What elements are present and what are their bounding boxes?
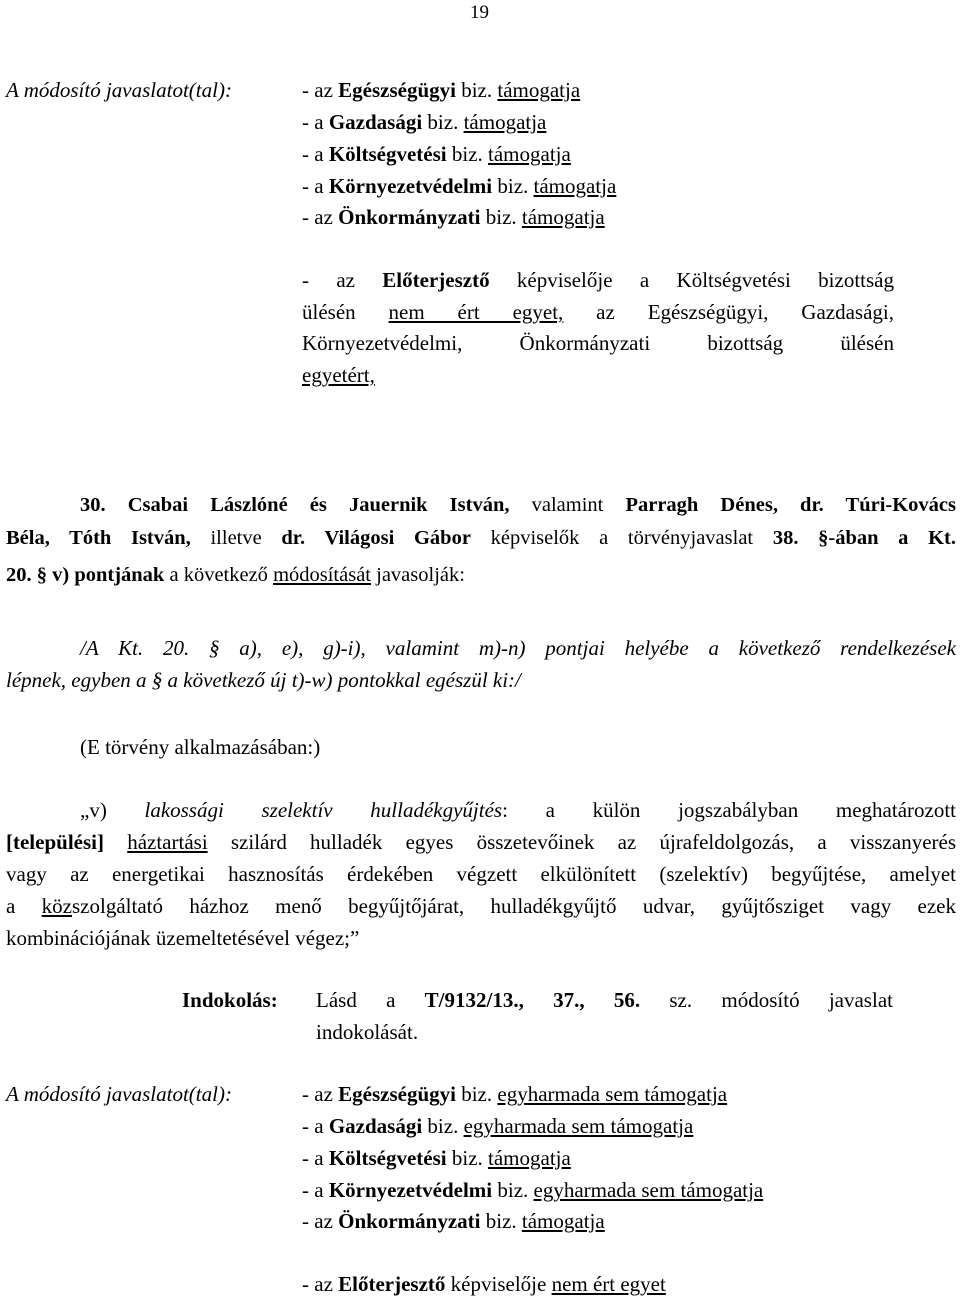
justification-line: indokolását. — [316, 1020, 419, 1044]
text-span: valamint — [509, 494, 626, 516]
amendment-line — [80, 494, 956, 517]
text-span: - az — [302, 268, 383, 292]
scope-line: (E törvény alkalmazásában:) — [80, 735, 321, 759]
vote-biz: biz. — [455, 1082, 498, 1106]
deleted-text: [települési] — [6, 830, 104, 854]
text-span: a — [6, 894, 42, 918]
vote-prefix: - az — [302, 1082, 339, 1106]
amendment-number: 30. — [80, 494, 106, 516]
vote-biz: biz. — [446, 1146, 489, 1170]
committee-name: Egészségügyi — [338, 78, 456, 102]
proposer-names: dr. Világosi Gábor — [281, 527, 471, 549]
presenter-line — [302, 363, 375, 388]
vote-biz: biz. — [446, 142, 489, 166]
presenter-line: Környezetvédelmi, Önkormányzati bizottság ülésén — [302, 331, 894, 355]
quote-line: /A Kt. 20. § a), e), g)-i), valamint m)-n) pontjai helyébe a következő rendelkezések — [80, 636, 956, 660]
committee-name: Költségvetési — [328, 142, 447, 166]
text-span: az Egészségügyi, Gazdasági, — [563, 300, 894, 324]
definition-line — [80, 798, 956, 823]
presenter-line — [302, 300, 894, 325]
text-span: ülésén — [302, 300, 389, 324]
vote-prefix: - a — [302, 1178, 329, 1202]
committee-name: Egészségügyi — [338, 1082, 456, 1106]
vote-line — [302, 78, 580, 103]
vote-line — [302, 110, 546, 135]
vote-status: támogatja — [488, 1146, 571, 1170]
vote-status: támogatja — [533, 174, 617, 198]
vote-line — [302, 1082, 727, 1107]
presenter-position: egyetért, — [302, 363, 375, 387]
vote-status: támogatja — [521, 1209, 605, 1233]
vote-prefix: - a — [302, 174, 329, 198]
presenter-line — [302, 268, 894, 293]
justification-line — [316, 988, 893, 1013]
justification-label: Indokolás: — [182, 988, 278, 1012]
amendment-line — [6, 564, 465, 587]
vote-line — [302, 1209, 605, 1234]
text-span: sz. módosító javaslat — [640, 988, 893, 1012]
text-span: képviselője a Költségvetési bizottság — [489, 268, 894, 292]
vote-status: egyharmada sem támogatja — [463, 1114, 694, 1138]
presenter-line — [302, 1272, 666, 1297]
committee-name: Gazdasági — [328, 110, 423, 134]
defined-term: lakossági szelektív hulladékgyűjtés — [144, 798, 503, 822]
vote-biz: biz. — [492, 1178, 534, 1202]
presenter-role: Előterjesztő — [382, 268, 490, 292]
proposer-names: Parragh Dénes, dr. Túri-Kovács — [625, 494, 957, 516]
vote-biz: biz. — [480, 1209, 522, 1233]
reference-numbers: T/9132/13., 37., 56. — [424, 988, 641, 1012]
vote-line — [302, 174, 616, 199]
vote-section-label: A módosító javaslatot(tal): — [6, 78, 232, 102]
committee-name: Költségvetési — [328, 1146, 447, 1170]
vote-line — [302, 142, 571, 167]
presenter-position: nem ért egyet — [551, 1272, 666, 1296]
vote-status: egyharmada sem támogatja — [497, 1082, 728, 1106]
vote-prefix: - az — [302, 205, 339, 229]
vote-prefix: - az — [302, 1209, 339, 1233]
committee-name: Gazdasági — [328, 1114, 423, 1138]
text-span: képviselője — [445, 1272, 552, 1296]
definition-line — [6, 830, 956, 855]
vote-prefix: - a — [302, 1114, 329, 1138]
vote-prefix: - a — [302, 110, 329, 134]
page-number: 19 — [470, 2, 489, 23]
vote-line — [302, 1146, 571, 1171]
definition-line: vagy az energetikai hasznosítás érdekében végzett elkülönített (szelektív) begyűjtése, amelyet — [6, 862, 956, 886]
committee-name: Önkormányzati — [338, 205, 481, 229]
text-span: : a külön jogszabályban meghatározott — [502, 798, 956, 822]
text-span: képviselők a törvényjavaslat — [470, 527, 773, 549]
text-span: szolgáltató házhoz menő begyűjtőjárat, hulladékgyűjtő udvar, gyűjtősziget vagy ezek — [72, 894, 956, 918]
vote-status: támogatja — [488, 142, 571, 166]
vote-status: támogatja — [497, 78, 581, 102]
presenter-role: Előterjesztő — [338, 1272, 446, 1296]
proposer-names: Csabai Lászlóné és Jauernik István, — [105, 494, 510, 516]
vote-prefix: - a — [302, 1146, 329, 1170]
text-span: szilárd hulladék egyes összetevőinek az újrafeldolgozás, a visszanyerés — [207, 830, 957, 854]
vote-biz: biz. — [422, 1114, 464, 1138]
text-span: javasolják: — [371, 564, 465, 586]
vote-section-label: A módosító javaslatot(tal): — [6, 1082, 232, 1106]
vote-status: egyharmada sem támogatja — [533, 1178, 764, 1202]
vote-prefix: - a — [302, 142, 329, 166]
committee-name: Önkormányzati — [338, 1209, 481, 1233]
committee-name: Környezetvédelmi — [328, 174, 493, 198]
committee-name: Környezetvédelmi — [328, 1178, 493, 1202]
vote-status: támogatja — [521, 205, 605, 229]
section-reference: 20. § v) pontjának — [6, 564, 165, 586]
text-span: Lásd a — [316, 988, 425, 1012]
vote-biz: biz. — [492, 174, 534, 198]
quote-line: lépnek, egyben a § a következő új t)-w) pontokkal egészül ki:/ — [6, 668, 521, 692]
proposer-names: Béla, Tóth István, — [6, 527, 191, 549]
text-span: módosítását — [273, 564, 371, 586]
section-reference: 38. §-ában a Kt. — [772, 527, 957, 549]
inserted-text: köz — [41, 894, 72, 918]
vote-status: támogatja — [463, 110, 547, 134]
vote-biz: biz. — [455, 78, 498, 102]
inserted-text: háztartási — [127, 830, 208, 854]
text-span: a következő — [164, 564, 274, 586]
definition-line — [6, 894, 956, 919]
text-span: illetve — [190, 527, 282, 549]
vote-line — [302, 205, 605, 230]
vote-line — [302, 1178, 763, 1203]
text-span: - az — [302, 1272, 339, 1296]
definition-line: kombinációjának üzemeltetésével végez;” — [6, 926, 360, 950]
text-span: „v) — [80, 798, 145, 822]
presenter-position: nem ért egyet, — [388, 300, 564, 324]
amendment-line — [6, 527, 956, 550]
vote-line — [302, 1114, 693, 1139]
text-span — [104, 830, 127, 854]
vote-biz: biz. — [422, 110, 464, 134]
vote-biz: biz. — [480, 205, 522, 229]
vote-prefix: - az — [302, 78, 339, 102]
